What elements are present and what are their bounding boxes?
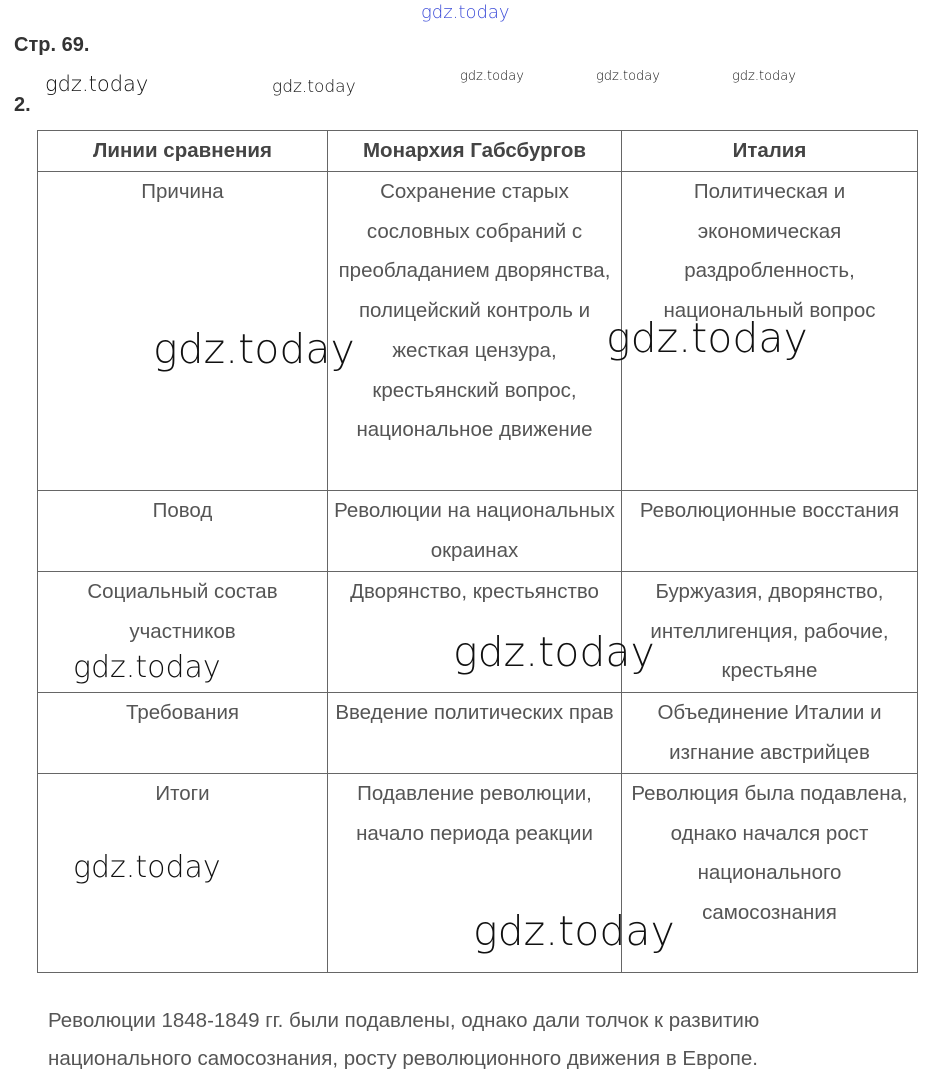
- watermark-small: gdz.today: [272, 77, 356, 97]
- watermark-small: gdz.today: [45, 72, 149, 96]
- cell-habsburg: Введение политических прав: [328, 693, 622, 774]
- cell-line: Итоги: [38, 774, 328, 973]
- cell-line: Социальный состав участников: [38, 572, 328, 693]
- cell-italy: Революционные восстания: [622, 491, 918, 572]
- table-row: [38, 491, 918, 572]
- cell-line: Требования: [38, 693, 328, 774]
- watermark-small: gdz.today: [596, 69, 660, 84]
- watermark-small: gdz.today: [460, 69, 524, 84]
- header-habsburg-monarchy: Монархия Габсбургов: [328, 131, 622, 172]
- cell-italy: Объединение Италии и изгнание австрийцев: [622, 693, 918, 774]
- cell-habsburg: Подавление революции, начало периода реакции: [328, 774, 622, 973]
- cell-italy: Политическая и экономическая раздробленность, национальный вопрос: [622, 172, 918, 491]
- cell-italy: Революция была подавлена, однако начался рост национального самосознания: [622, 774, 918, 973]
- watermark-top: gdz.today: [421, 2, 510, 23]
- header-comparison-lines: Линии сравнения: [38, 131, 328, 172]
- table-row: [38, 693, 918, 774]
- watermark-large: gdz.today: [606, 314, 808, 362]
- watermark-medium: gdz.today: [73, 850, 221, 885]
- conclusion-paragraph: Революции 1848-1849 гг. были подавлены, однако дали толчок к развитию национального самосознания, росту революционного движения в Европе.: [48, 1009, 760, 1070]
- cell-line: Причина: [38, 172, 328, 491]
- task-number: 2.: [14, 94, 31, 116]
- watermark-small: gdz.today: [732, 69, 796, 84]
- cell-habsburg: Сохранение старых сословных собраний с преобладанием дворянства, полицейский контроль и жесткая цензура, крестьянский вопрос, национальное движение: [328, 172, 622, 491]
- watermark-large: gdz.today: [453, 628, 655, 676]
- cell-habsburg: Революции на национальных окраинах: [328, 491, 622, 572]
- header-italy: Италия: [622, 131, 918, 172]
- cell-habsburg: Дворянство, крестьянство: [328, 572, 622, 693]
- page-label: Стр. 69.: [14, 34, 90, 56]
- watermark-large: gdz.today: [153, 325, 355, 373]
- table-header-row: [38, 131, 918, 172]
- cell-line: Повод: [38, 491, 328, 572]
- watermark-large: gdz.today: [473, 907, 675, 955]
- comparison-table: [37, 130, 918, 973]
- cell-italy: Буржуазия, дворянство, интеллигенция, рабочие, крестьяне: [622, 572, 918, 693]
- watermark-medium: gdz.today: [73, 650, 221, 685]
